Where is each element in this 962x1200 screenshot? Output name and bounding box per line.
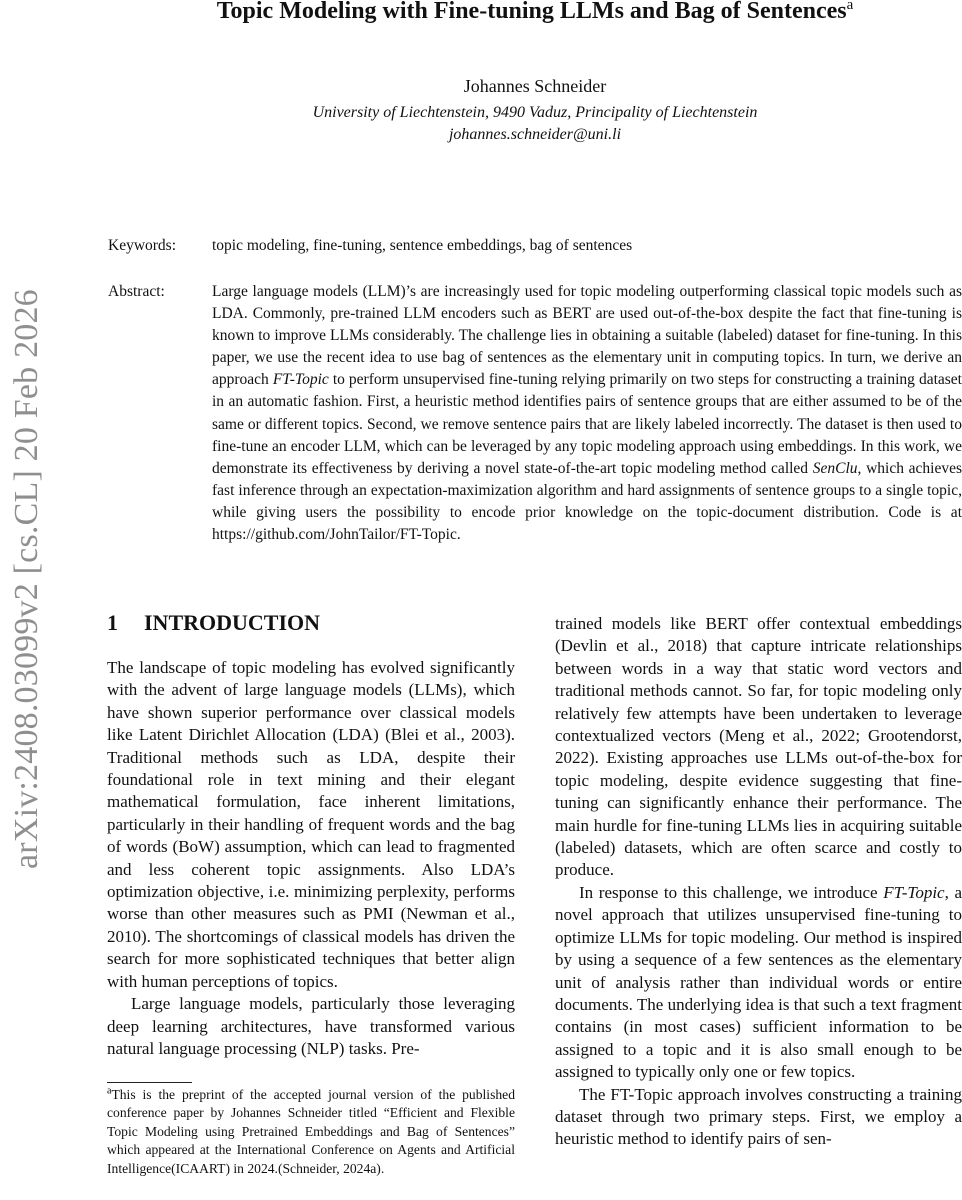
section-number: 1	[107, 610, 118, 635]
footnote	[107, 1086, 515, 1178]
keywords-text: topic modeling, fine-tuning, sentence embeddings, bag of sentences	[212, 237, 633, 254]
right-column	[555, 613, 962, 1151]
footnote-text: This is the preprint of the accepted journal version of the published conference paper by Johannes Schneider titled “Efficient and Flexible Topic Modeling using Pretrained Embeddings and Bag of Sentences” which appeared at the International Conference on Agents and Artificial Intelligence(ICAART) in 2024.(Schneider, 2024a).	[107, 1087, 515, 1176]
intro-paragraph-3	[555, 882, 962, 1084]
footnote-mark: a	[107, 1085, 112, 1097]
paper-title-text: Topic Modeling with Fine-tuning LLMs and Bag of Sentences	[216, 0, 847, 24]
section-title: INTRODUCTION	[144, 610, 321, 635]
author-affiliation: University of Liechtenstein, 9490 Vaduz, Principality of Liechtenstein	[312, 104, 758, 121]
intro-paragraph-1: The landscape of topic modeling has evolved significantly with the advent of large language models (LLMs), which have shown superior performance over classical models like Latent Dirichlet Allocation (LDA) (Blei et al., 2003). Traditional methods such as LDA, despite their foundational role in text mining and their elegant mathematical formulation, face inherent limitations, particularly in their handling of frequent words and the bag of words (BoW) assumption, which can lead to fragmented and less coherent topic assignments. Also LDA’s optimization objective, i.e. minimizing perplexity, performs worse than other measures such as PMI (Newman et al., 2010). The shortcomings of classical models has driven the search for more sophisticated techniques that better align with human perceptions of topics.	[107, 658, 515, 991]
author-name: Johannes Schneider	[463, 76, 607, 96]
abstract-label: Abstract:	[108, 283, 165, 300]
intro-ft-topic: FT-Topic	[883, 882, 945, 902]
intro-paragraph-3-pre: In response to this challenge, we introduce	[579, 882, 884, 902]
abstract-part-3: , which achieves fast inference through an expectation-maximization algorithm and hard assignments of sentence groups to a single topic, while giving users the possibility to encode prior knowledge on the topic-document distribution. Code is at https://github.com/JohnTailor/FT-Topic.	[212, 459, 962, 544]
intro-paragraph-2-end: trained models like BERT offer contextual embeddings (Devlin et al., 2018) that capture intricate relationships between words in a way that static word vectors and traditional methods cannot. So far, for topic modeling only relatively few attempts have been undertaken to leverage contextualized vectors (Meng et al., 2022; Grootendorst, 2022). Existing approaches use LLMs out-of-the-box for topic modeling, despite evidence suggesting that fine-tuning can significantly enhance their performance. The main hurdle for fine-tuning LLMs lies in acquiring suitable (labeled) datasets, which are often scarce and costly to produce.	[555, 614, 962, 880]
section-heading	[107, 608, 320, 638]
paper-title	[105, 0, 962, 26]
author-email: johannes.schneider@uni.li	[448, 126, 622, 143]
abstract-part-1: Large language models (LLM)’s are increasingly used for topic modeling outperforming classical topic models such as LDA. Commonly, pre-trained LLM encoders such as BERT are used out-of-the-box despite the fact that fine-tuning is known to improve LLMs considerably. The challenge lies in obtaining a suitable (labeled) dataset for fine-tuning. In this paper, we use the recent idea to use bag of sentences as the elementary unit in computing topics. In turn, we derive an approach	[212, 283, 962, 389]
arxiv-side-stamp: arXiv:2408.03099v2 [cs.CL] 20 Feb 2026	[8, 289, 45, 869]
intro-paragraph-4: The FT-Topic approach involves constructing a training dataset through two primary steps. First, we employ a heuristic method to identify pairs of sen-	[555, 1084, 962, 1149]
title-footnote-mark: a	[846, 0, 854, 13]
abstract-senclu: SenClu	[812, 459, 858, 477]
intro-paragraph-2-start: Large language models, particularly those leveraging deep learning architectures, have transformed various natural language processing (NLP) tasks. Pre-	[107, 994, 515, 1058]
keywords-label: Keywords:	[108, 237, 177, 254]
footnote-rule	[107, 1082, 192, 1083]
abstract-part-2: to perform unsupervised fine-tuning relying primarily on two steps for constructing a training dataset in an automatic fashion. First, a heuristic method identifies pairs of sentence groups that are either assumed to be of the same or different topics. Second, we remove sentence pairs that are likely labeled incorrectly. The dataset is then used to fine-tune an encoder LLM, which can be leveraged by any topic modeling approach using embeddings. In this work, we demonstrate its effectiveness by deriving a novel state-of-the-art topic modeling method called	[212, 371, 962, 477]
left-column	[107, 657, 515, 1060]
abstract-text	[212, 281, 962, 546]
abstract-ft-topic: FT-Topic	[272, 371, 329, 389]
intro-paragraph-3-post: , a novel approach that utilizes unsupervised fine-tuning to optimize LLMs for topic modeling. Our method is inspired by using a sequence of a few sentences as the elementary unit of analysis rather than individual words or entire documents. The underlying idea is that such a text fragment contains (in most cases) sufficient information to be assigned to a topic and it is also small enough to be assigned to typically only one or few topics.	[555, 882, 962, 1082]
